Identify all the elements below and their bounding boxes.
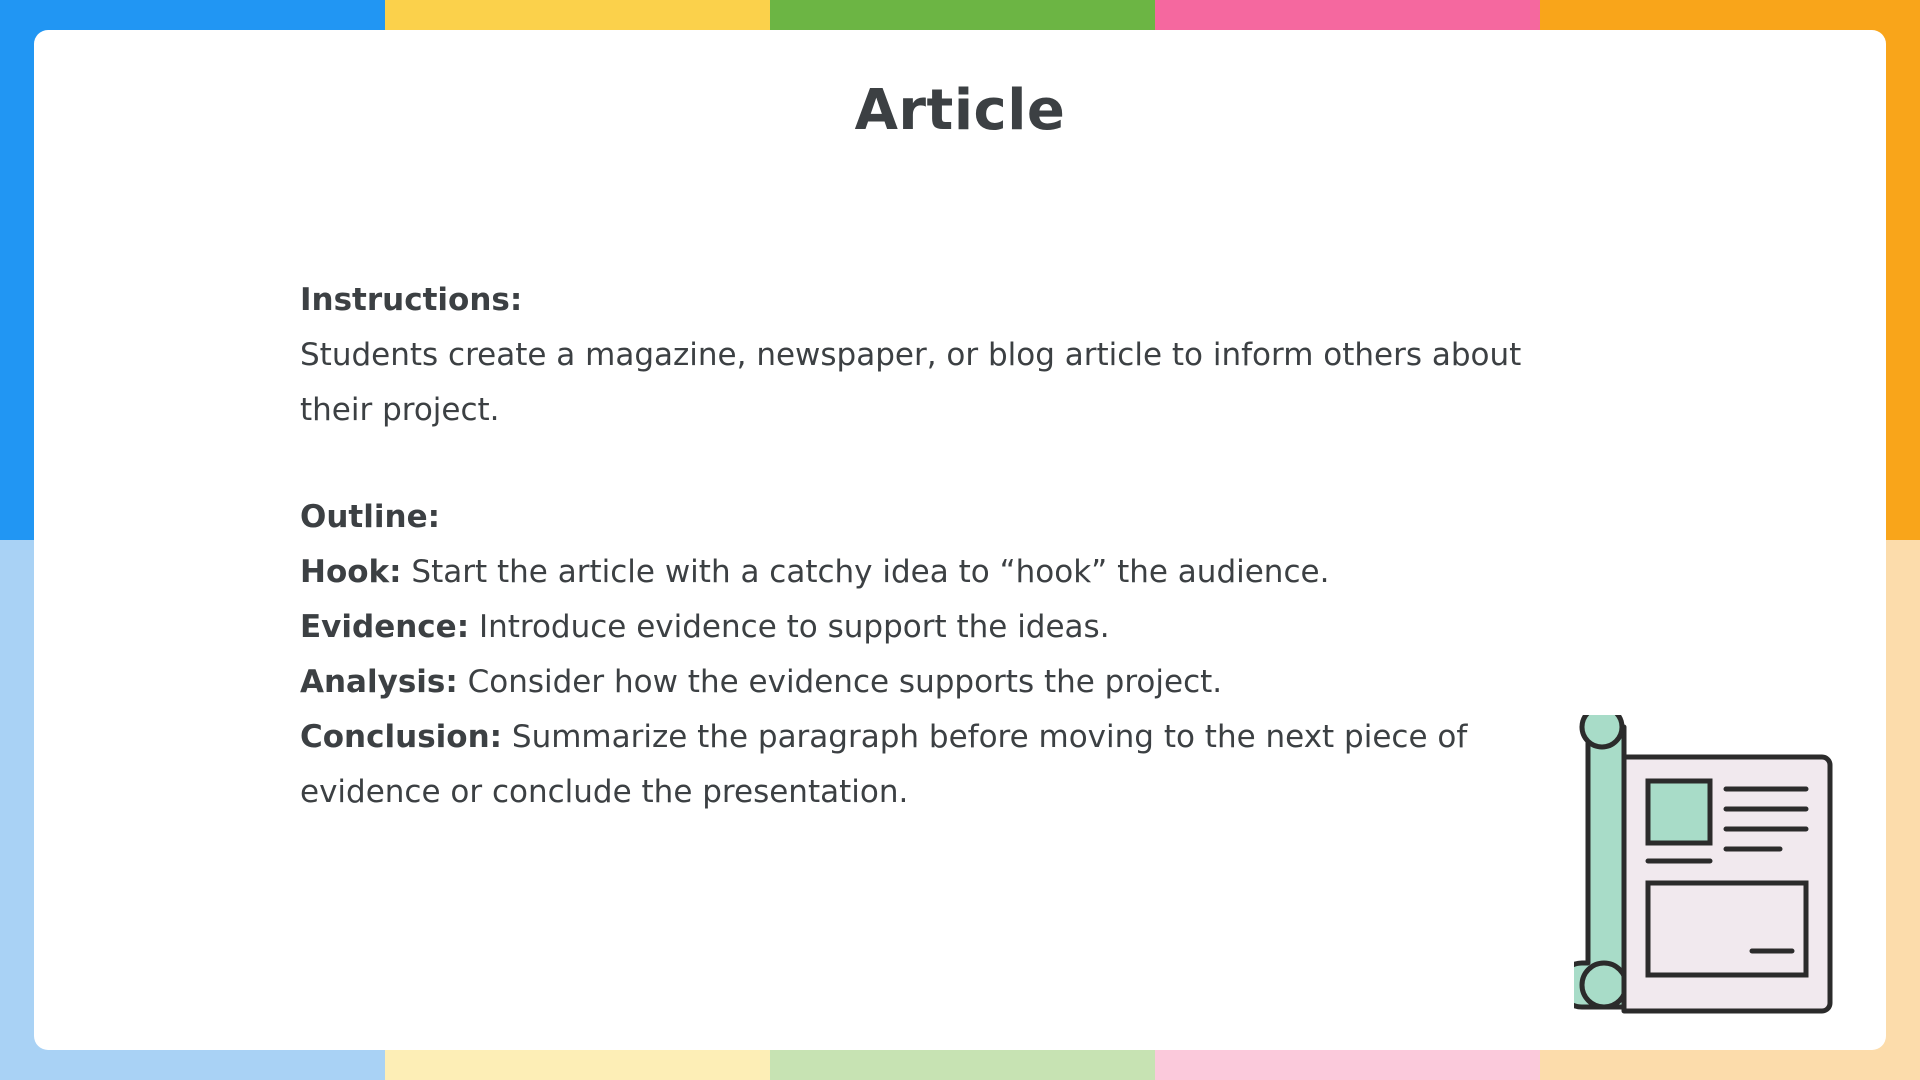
outline-block: [300, 490, 1590, 820]
instructions-label: Instructions:: [300, 282, 523, 318]
page-title: Article: [854, 78, 1066, 143]
outline-term-conclusion: Conclusion:: [300, 719, 503, 755]
instructions-block: [300, 273, 1590, 438]
content-card: [34, 30, 1886, 1050]
outline-term-analysis: Analysis:: [300, 664, 458, 700]
outline-label: Outline:: [300, 499, 440, 535]
outline-item-conclusion: [300, 710, 1590, 820]
outline-item-hook: [300, 545, 1590, 600]
outline-text-evidence: Introduce evidence to support the ideas.: [469, 609, 1110, 645]
outline-term-evidence: Evidence:: [300, 609, 470, 645]
outline-item-analysis: [300, 655, 1590, 710]
paragraph-spacer: [300, 438, 1590, 490]
outline-text-conclusion: Summarize the paragraph before moving to the next piece of evidence or conclude the presentation.: [300, 719, 1468, 810]
outline-term-hook: Hook:: [300, 554, 402, 590]
newspaper-illustration: [1574, 715, 1842, 1045]
outline-item-evidence: [300, 600, 1590, 655]
instructions-text: Students create a magazine, newspaper, or blog article to inform others about their project.: [300, 337, 1522, 428]
outline-text-hook: Start the article with a catchy idea to “hook” the audience.: [401, 554, 1330, 590]
slide-body: [300, 273, 1590, 820]
outline-text-analysis: Consider how the evidence supports the project.: [457, 664, 1223, 700]
